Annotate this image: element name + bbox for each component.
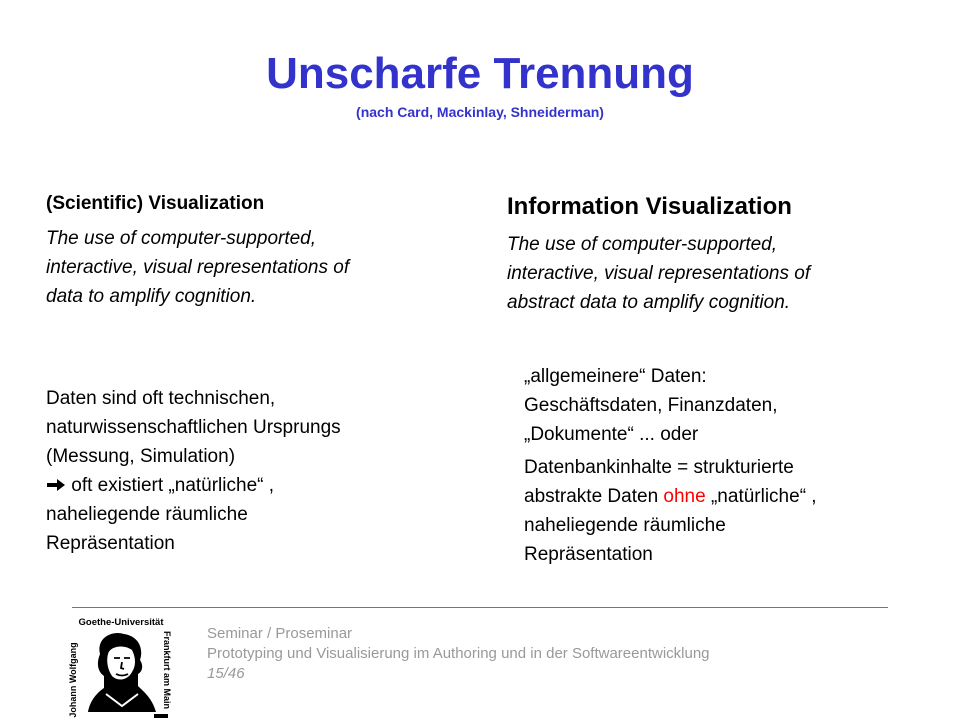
footer-course: Seminar / Proseminar xyxy=(207,625,353,642)
right-paragraph-text: „natürliche“ , xyxy=(705,486,817,507)
left-definition-line: The use of computer-supported, xyxy=(46,228,317,249)
logo-top-text: Goethe-Universität xyxy=(78,617,164,628)
goethe-university-logo xyxy=(66,614,176,720)
left-definition xyxy=(46,224,456,311)
slide-title: Unscharfe Trennung xyxy=(266,49,694,98)
right-paragraph-line: naheliegende räumliche xyxy=(524,515,726,536)
right-definition-line: abstract data to amplify cognition. xyxy=(507,292,791,313)
left-body-line: (Messung, Simulation) xyxy=(46,446,236,467)
logo-left-text: Johann Wolfgang xyxy=(68,642,78,718)
left-body-line: naturwissenschaftlichen Ursprungs xyxy=(46,417,341,438)
highlight-word: ohne xyxy=(663,486,706,507)
left-column xyxy=(46,192,456,311)
left-tail-line: Repräsentation xyxy=(46,533,175,554)
right-definition-line: The use of computer-supported, xyxy=(507,234,778,255)
right-paragraph-line: „Dokumente“ ... oder xyxy=(524,424,699,445)
right-paragraph-2 xyxy=(524,453,924,569)
right-body xyxy=(524,362,924,573)
right-paragraph-line: Datenbankinhalte = strukturierte xyxy=(524,457,794,478)
footer-divider xyxy=(72,607,888,608)
left-definition-line: data to amplify cognition. xyxy=(46,286,257,307)
right-definition xyxy=(507,230,907,317)
left-body-line: Daten sind oft technischen, xyxy=(46,388,276,409)
slide-subtitle: (nach Card, Mackinlay, Shneiderman) xyxy=(356,104,604,120)
left-arrow-line: oft existiert „natürliche“ , xyxy=(71,475,275,496)
right-paragraph-line: Repräsentation xyxy=(524,544,653,565)
right-heading: Information Visualization xyxy=(507,193,792,220)
goethe-portrait-icon xyxy=(88,633,156,712)
left-tail-line: naheliegende räumliche xyxy=(46,504,248,525)
page-number: 15/46 xyxy=(207,665,245,682)
right-paragraph-1 xyxy=(524,362,924,449)
footer xyxy=(207,624,907,684)
footer-seminar-title: Prototyping und Visualisierung im Authoring und in der Softwareentwicklung xyxy=(207,645,710,662)
right-paragraph-line: „allgemeinere“ Daten: xyxy=(524,366,707,387)
left-definition-line: interactive, visual representations of xyxy=(46,257,350,278)
left-body xyxy=(46,384,426,558)
right-paragraph-line: Geschäftsdaten, Finanzdaten, xyxy=(524,395,778,416)
right-definition-line: interactive, visual representations of xyxy=(507,263,811,284)
right-column xyxy=(507,192,907,317)
right-arrow-icon xyxy=(46,471,66,500)
logo-right-text: Frankfurt am Main xyxy=(162,630,172,710)
right-paragraph-text: abstrakte Daten xyxy=(524,486,664,507)
left-body-text xyxy=(46,384,426,558)
left-heading: (Scientific) Visualization xyxy=(46,193,265,214)
